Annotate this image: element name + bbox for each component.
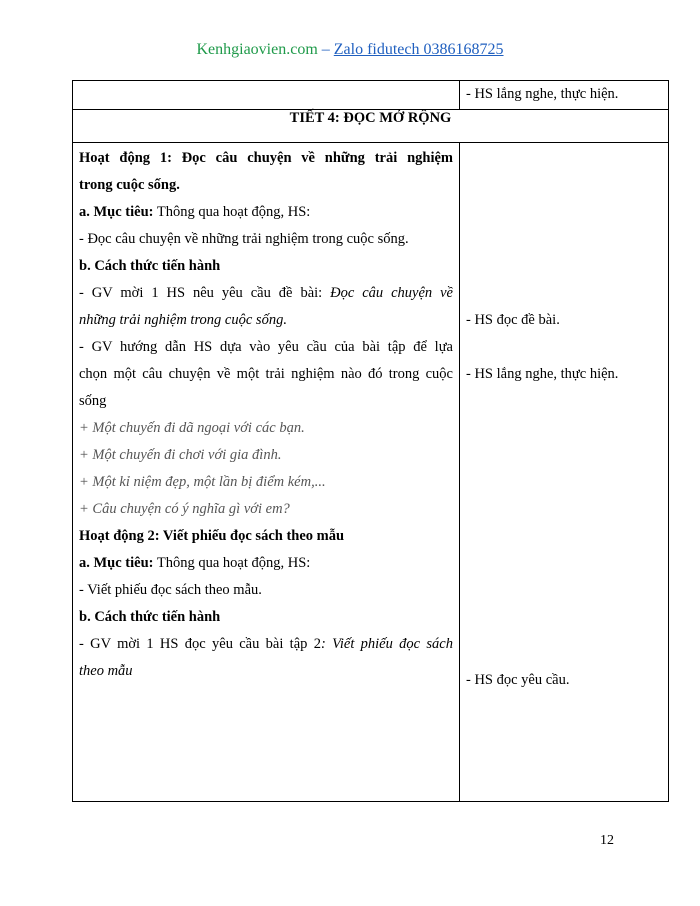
activity1-step2-cont: chọn một câu chuyện về một trải nghiệm nào đó trong cuộc bbox=[79, 366, 453, 382]
activity2-method: b. Cách thức tiến hành bbox=[79, 609, 221, 625]
table-row bbox=[73, 110, 669, 143]
activity1-response1: - HS đọc đề bài. bbox=[466, 312, 560, 328]
student-activity-cell bbox=[460, 143, 669, 802]
table-row bbox=[73, 81, 669, 110]
activity1-step1-italic: Đọc câu chuyện về bbox=[330, 285, 453, 301]
activity1-step1-cont: những trải nghiệm trong cuộc sống. bbox=[79, 312, 287, 328]
lesson-table bbox=[72, 80, 669, 802]
header-site: Kenhgiaovien.com bbox=[196, 41, 318, 58]
activity2-goal bbox=[79, 550, 453, 577]
activity1-step1-prefix: - GV mời 1 HS nêu yêu cầu đề bài: bbox=[79, 285, 331, 301]
spacer bbox=[466, 145, 662, 307]
example-item: + Một chuyến đi chơi với gia đình. bbox=[79, 447, 282, 463]
header-zalo-link[interactable]: Zalo fidutech 0386168725 bbox=[333, 41, 504, 58]
activity2-title: Hoạt động 2: Viết phiếu đọc sách theo mẫu bbox=[79, 528, 345, 544]
example-item: + Câu chuyện có ý nghĩa gì với em? bbox=[79, 501, 290, 517]
activity1-step2-end: sống bbox=[79, 393, 107, 409]
activity1-goal bbox=[79, 199, 453, 226]
spacer bbox=[466, 334, 662, 361]
table-row bbox=[73, 143, 669, 802]
teacher-activity-cell bbox=[73, 143, 460, 802]
activity1-goal-label: a. Mục tiêu: bbox=[79, 204, 154, 220]
example-item: + Một kỉ niệm đẹp, một lần bị điểm kém,... bbox=[79, 474, 326, 490]
activity2-step1-italic: : Viết phiếu đọc sách bbox=[320, 636, 453, 652]
activity1-goal-item: - Đọc câu chuyện về những trải nghiệm trong cuộc sống. bbox=[79, 231, 409, 247]
row1-right-cell bbox=[460, 81, 669, 110]
activity2-step1-prefix: - GV mời 1 HS đọc yêu cầu bài tập 2 bbox=[79, 636, 321, 652]
activity2-step1 bbox=[79, 631, 453, 658]
row1-response: - HS lắng nghe, thực hiện. bbox=[466, 86, 619, 102]
spacer bbox=[466, 388, 662, 667]
activity2-goal-text: Thông qua hoạt động, HS: bbox=[153, 555, 311, 571]
activity2-goal-label: a. Mục tiêu: bbox=[79, 555, 154, 571]
header-separator: – bbox=[321, 41, 330, 58]
example-item: + Một chuyến đi dã ngoại với các bạn. bbox=[79, 420, 305, 436]
activity1-goal-text: Thông qua hoạt động, HS: bbox=[153, 204, 311, 220]
activity2-step1-cont: theo mẫu bbox=[79, 663, 133, 679]
activity2-goal-item: - Viết phiếu đọc sách theo mẫu. bbox=[79, 582, 262, 598]
activity1-method: b. Cách thức tiến hành bbox=[79, 258, 221, 274]
activity1-title: Hoạt động 1: Đọc câu chuyện về những trải nghiệm bbox=[79, 150, 453, 166]
activity1-step1 bbox=[79, 280, 453, 307]
activity1-step2: - GV hướng dẫn HS dựa vào yêu cầu của bài tập để lựa bbox=[79, 339, 453, 355]
row1-left-cell bbox=[73, 81, 460, 110]
activity1-title-cont: trong cuộc sống. bbox=[79, 177, 180, 193]
page-number: 12 bbox=[600, 833, 614, 848]
activity1-response2: - HS lắng nghe, thực hiện. bbox=[466, 366, 619, 382]
section-title: TIẾT 4: ĐỌC MỞ RỘNG bbox=[73, 110, 669, 143]
page-header bbox=[0, 41, 700, 59]
activity2-response1: - HS đọc yêu cầu. bbox=[466, 672, 570, 688]
